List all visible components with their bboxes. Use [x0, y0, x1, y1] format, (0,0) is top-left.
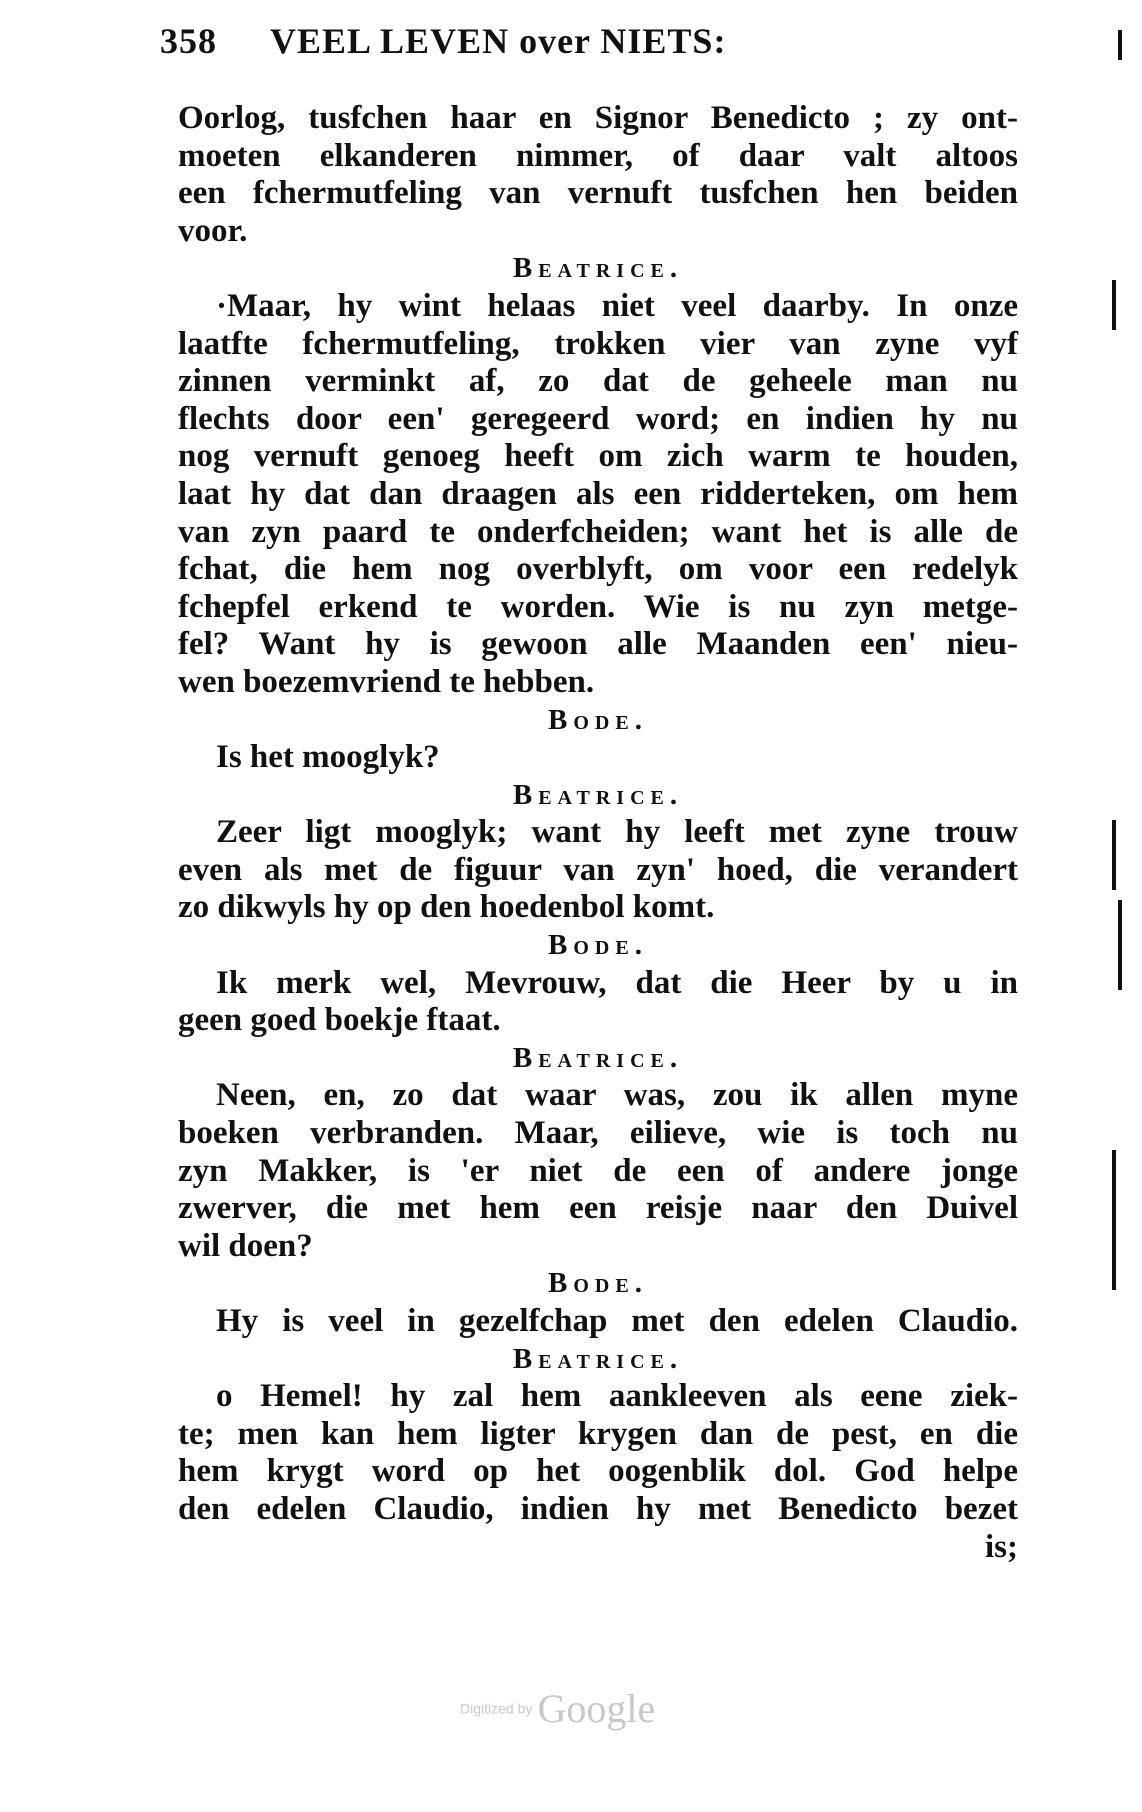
text-line: flechts door een' geregeerd word; en indien hy nu	[178, 400, 1018, 437]
text-line: laatfte fchermutfeling, trokken vier van zyne vyf	[178, 325, 1018, 362]
google-brand: Google	[537, 1686, 656, 1731]
text-line: fchat, die hem nog overblyft, om voor een redelyk	[178, 551, 1018, 588]
text-line: Oorlog, tusfchen haar en Signor Benedicto ; zy ont-	[178, 100, 1018, 136]
page-number: 358	[160, 21, 217, 61]
digitized-by-label: Digitized by	[460, 1700, 533, 1717]
text-line: Is het mooglyk?	[216, 739, 440, 776]
text-line: een fchermutfeling van vernuft tusfchen hen beiden	[178, 175, 1018, 212]
speaker-heading: Beatrice.	[512, 778, 684, 811]
text-line: zinnen verminkt af, zo dat de geheele man nu	[178, 363, 1018, 400]
text-line: boeken verbranden. Maar, eilieve, wie is toch nu	[178, 1115, 1018, 1152]
text-line: te; men kan hem ligter krygen dan de pest, en die	[178, 1415, 1018, 1452]
text-line: laat hy dat dan draagen als een ridderteken, om hem	[178, 475, 1018, 512]
text-line: geen goed boekje ftaat.	[178, 1002, 501, 1039]
text-line: Zeer ligt mooglyk; want hy leeft met zyne trouw	[216, 814, 1018, 851]
digitization-watermark	[460, 1685, 700, 1735]
speaker-heading: Bode.	[548, 929, 648, 962]
text-line: fel? Want hy is gewoon alle Maanden een' nieu-	[178, 626, 1018, 663]
text-line: ·Maar, hy wint helaas niet veel daarby. In onze	[216, 287, 1018, 324]
margin-mark	[1118, 30, 1122, 60]
text-line: zo dikwyls hy op den hoedenbol komt.	[178, 889, 715, 926]
margin-mark	[1112, 1150, 1116, 1290]
text-line: moeten elkanderen nimmer, of daar valt altoos	[178, 137, 1018, 174]
margin-mark	[1118, 900, 1122, 990]
text-line: van zyn paard te onderfcheiden; want het is alle de	[178, 513, 1018, 550]
speaker-heading: Bode.	[548, 703, 648, 736]
text-line: voor.	[178, 212, 248, 249]
running-title: VEEL LEVEN over NIETS:	[270, 21, 727, 61]
margin-mark	[1112, 820, 1116, 890]
running-header	[160, 20, 860, 70]
text-line: zwerver, die met hem een reisje naar den Duivel	[178, 1190, 1018, 1227]
text-line: nog vernuft genoeg heeft om zich warm te houden,	[178, 438, 1018, 475]
speaker-heading: Beatrice.	[512, 1342, 684, 1375]
speaker-heading: Beatrice.	[512, 252, 684, 285]
text-line: hem krygt word op het oogenblik dol. God helpe	[178, 1453, 1018, 1490]
text-line: den edelen Claudio, indien hy met Benedicto bezet	[178, 1490, 1018, 1527]
margin-mark	[1112, 280, 1116, 330]
text-line: Hy is veel in gezelfchap met den edelen Claudio.	[216, 1303, 1018, 1339]
text-line: wen boezemvriend te hebben.	[178, 663, 595, 700]
text-line: even als met de figuur van zyn' hoed, die verandert	[178, 851, 1018, 888]
speaker-heading: Bode.	[548, 1267, 648, 1300]
text-line: o Hemel! hy zal hem aankleeven als eene ziek-	[216, 1378, 1018, 1415]
catchword: is;	[985, 1528, 1018, 1565]
text-line: wil doen?	[178, 1227, 313, 1264]
body-text	[178, 100, 1018, 1566]
text-line: zyn Makker, is 'er niet de een of andere jonge	[178, 1152, 1018, 1189]
speaker-heading: Beatrice.	[512, 1041, 684, 1074]
text-line: Neen, en, zo dat waar was, zou ik allen myne	[216, 1077, 1018, 1114]
text-line: fchepfel erkend te worden. Wie is nu zyn metge-	[178, 588, 1018, 625]
text-line: Ik merk wel, Mevrouw, dat die Heer by u in	[216, 964, 1018, 1001]
